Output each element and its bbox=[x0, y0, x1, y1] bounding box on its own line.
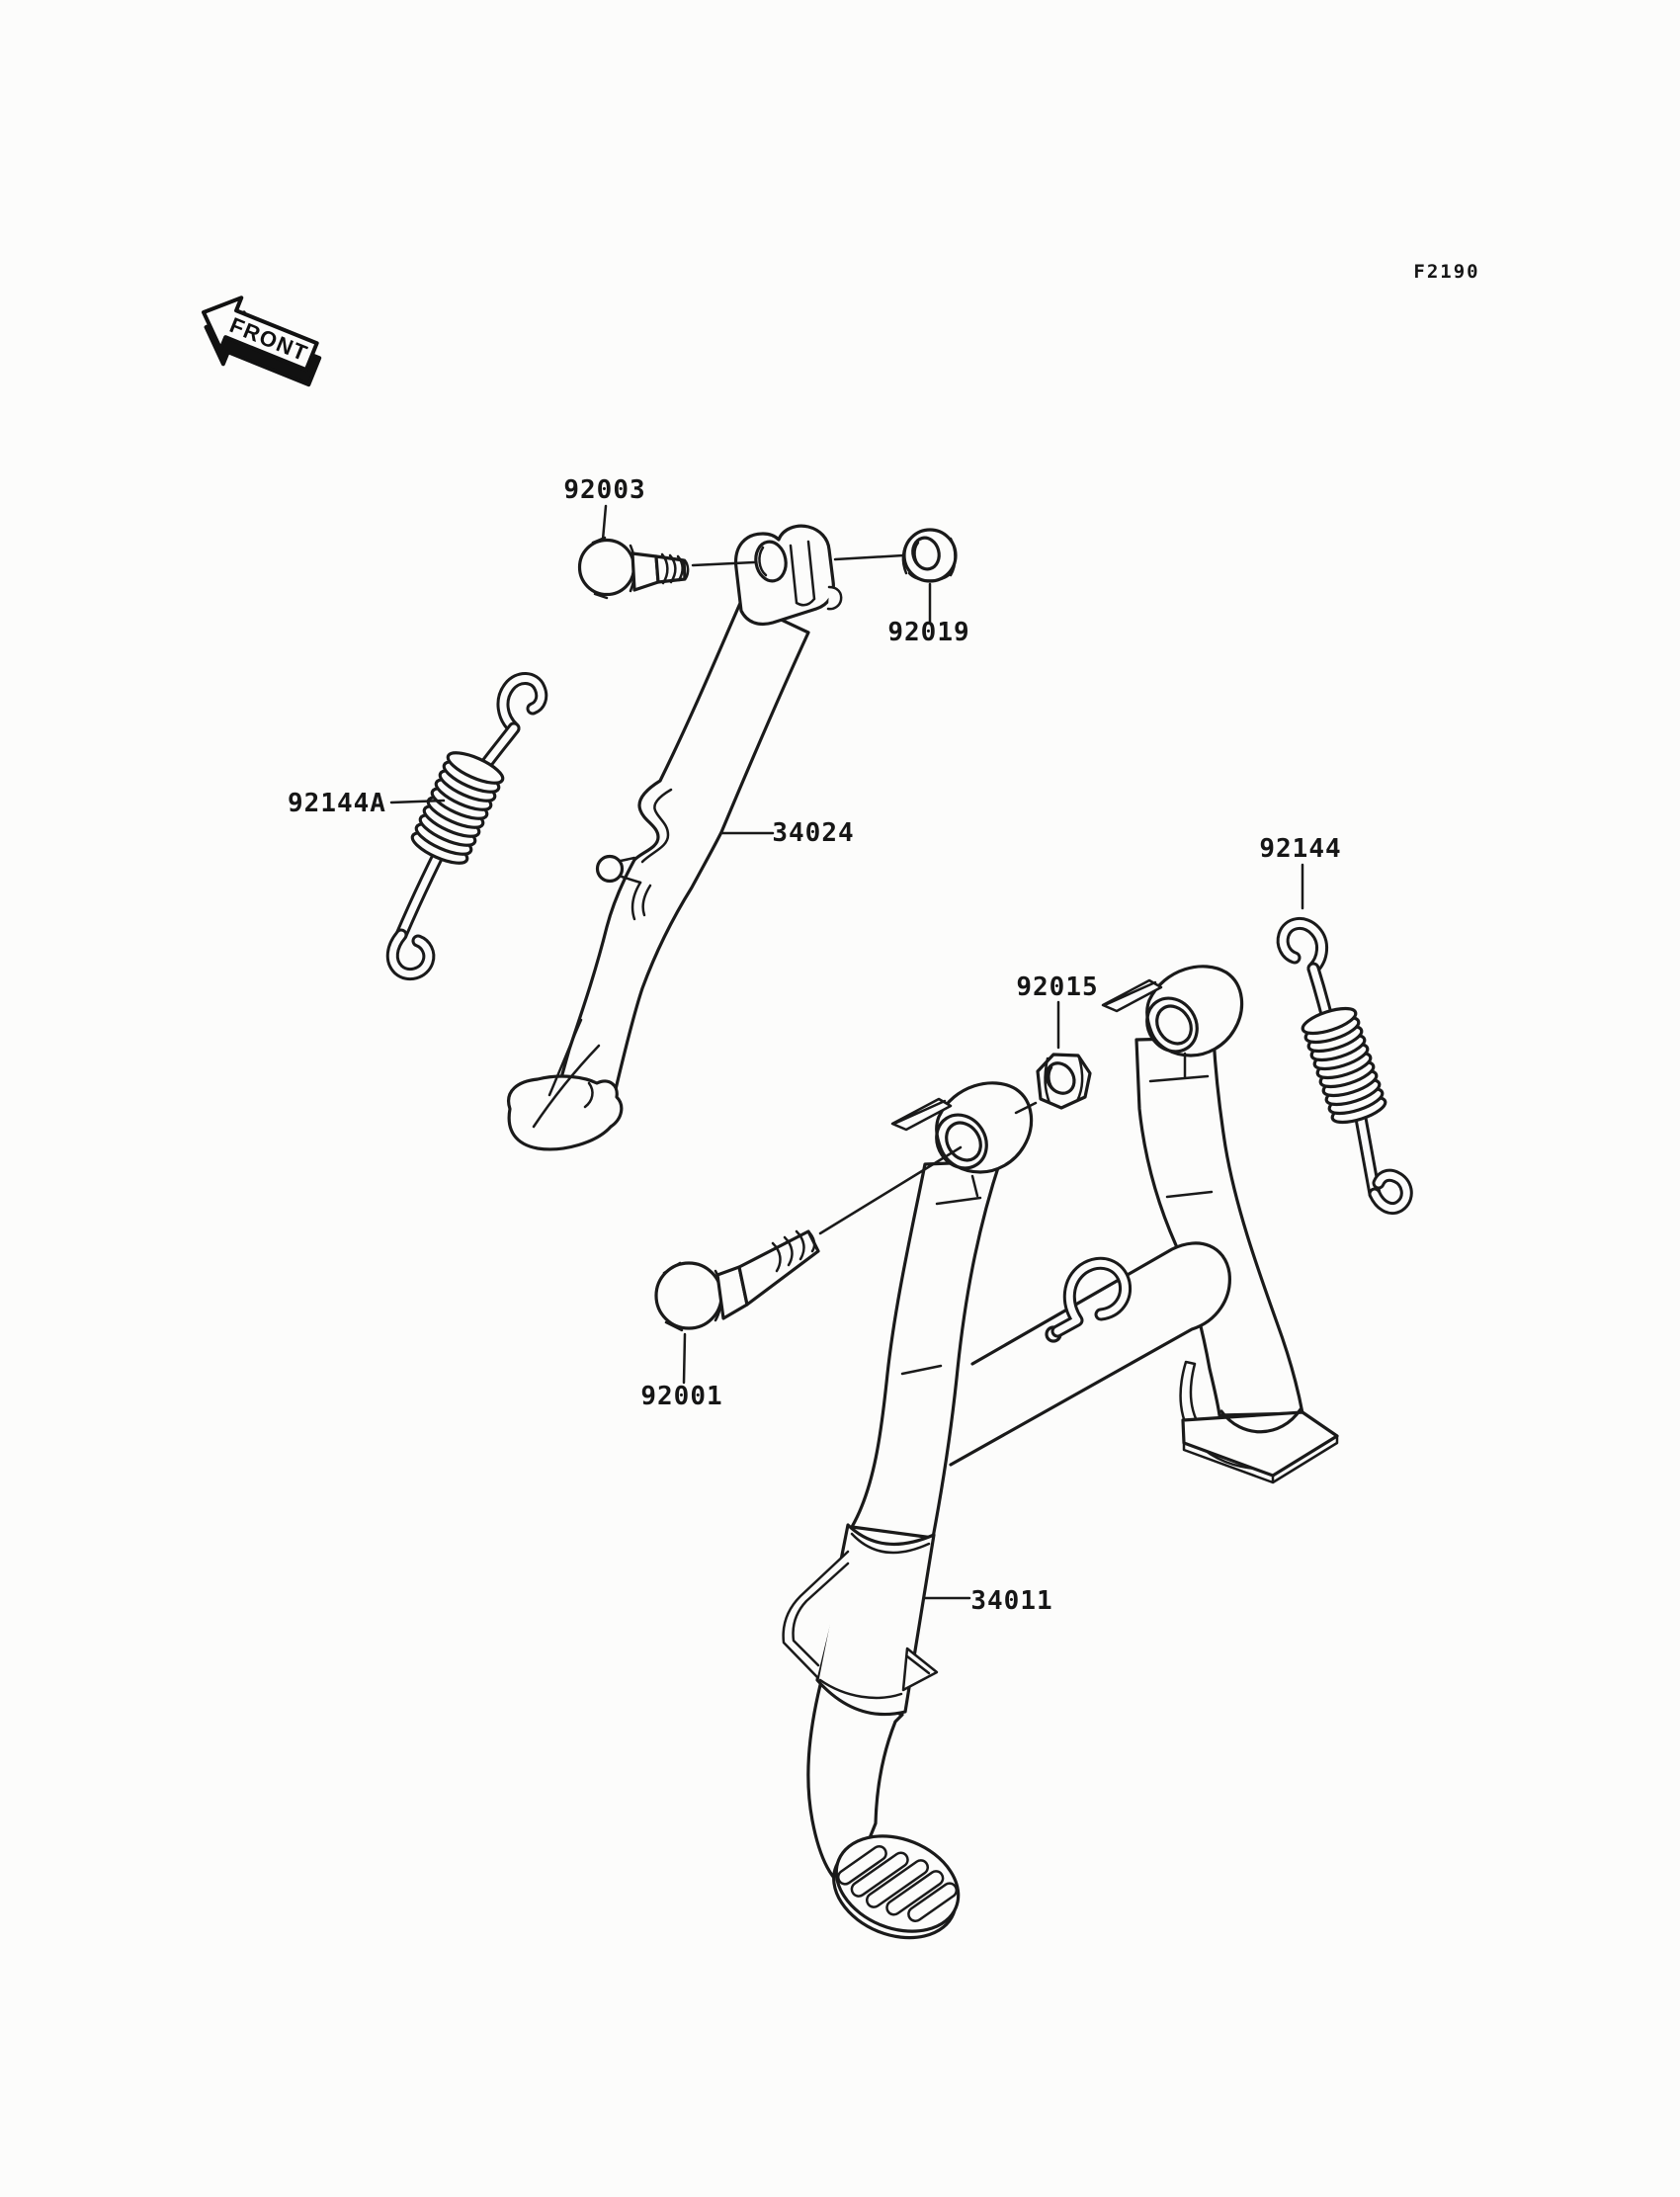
side-stand-bolt bbox=[580, 538, 689, 598]
part-label-92019[interactable]: 92019 bbox=[887, 618, 970, 647]
sleeve-right-tab bbox=[903, 1648, 937, 1690]
front-direction-arrow bbox=[189, 287, 330, 396]
side-stand-nut bbox=[903, 530, 956, 581]
bolt-head bbox=[580, 541, 634, 595]
part-label-92001[interactable]: 92001 bbox=[640, 1382, 723, 1411]
part-label-92144[interactable]: 92144 bbox=[1259, 834, 1342, 864]
part-label-92003[interactable]: 92003 bbox=[563, 475, 646, 505]
center-stand-assembly bbox=[784, 967, 1337, 1955]
part-label-92015[interactable]: 92015 bbox=[1016, 972, 1099, 1002]
spring2-coils bbox=[1300, 1003, 1387, 1127]
side-stand-spring-peg bbox=[598, 857, 623, 882]
part-label-92144A[interactable]: 92144A bbox=[288, 789, 386, 818]
leader-92001 bbox=[684, 1334, 685, 1383]
figure-code: F2190 bbox=[1413, 261, 1480, 283]
left-leg-sleeve bbox=[817, 1525, 934, 1715]
part-label-34011[interactable]: 34011 bbox=[970, 1586, 1053, 1616]
axis-clevis-to-nut-side bbox=[835, 555, 903, 559]
spring-top-wire-core bbox=[486, 728, 514, 764]
part-label-34024[interactable]: 34024 bbox=[772, 818, 855, 848]
center-stand-left-leg bbox=[852, 1161, 1000, 1538]
center-stand-nut bbox=[1038, 1055, 1090, 1108]
center-stand-bolt bbox=[656, 1231, 818, 1330]
side-stand-blade bbox=[555, 601, 808, 1119]
bolt-collar bbox=[632, 553, 658, 590]
front-arrow-label: FRONT bbox=[225, 312, 312, 367]
right-foot-plate bbox=[1183, 1412, 1337, 1476]
center-stand-spring bbox=[1283, 923, 1406, 1208]
spring-bottom-wire-core bbox=[401, 850, 441, 935]
center-stand-right-leg bbox=[1136, 1038, 1302, 1415]
side-stand-spring bbox=[392, 678, 542, 973]
side-stand-foot bbox=[509, 1076, 622, 1149]
leader-92003 bbox=[603, 506, 606, 540]
side-stand-clevis-peg bbox=[828, 587, 841, 609]
spring-coils bbox=[409, 747, 507, 870]
side-stand-clevis bbox=[736, 526, 834, 624]
